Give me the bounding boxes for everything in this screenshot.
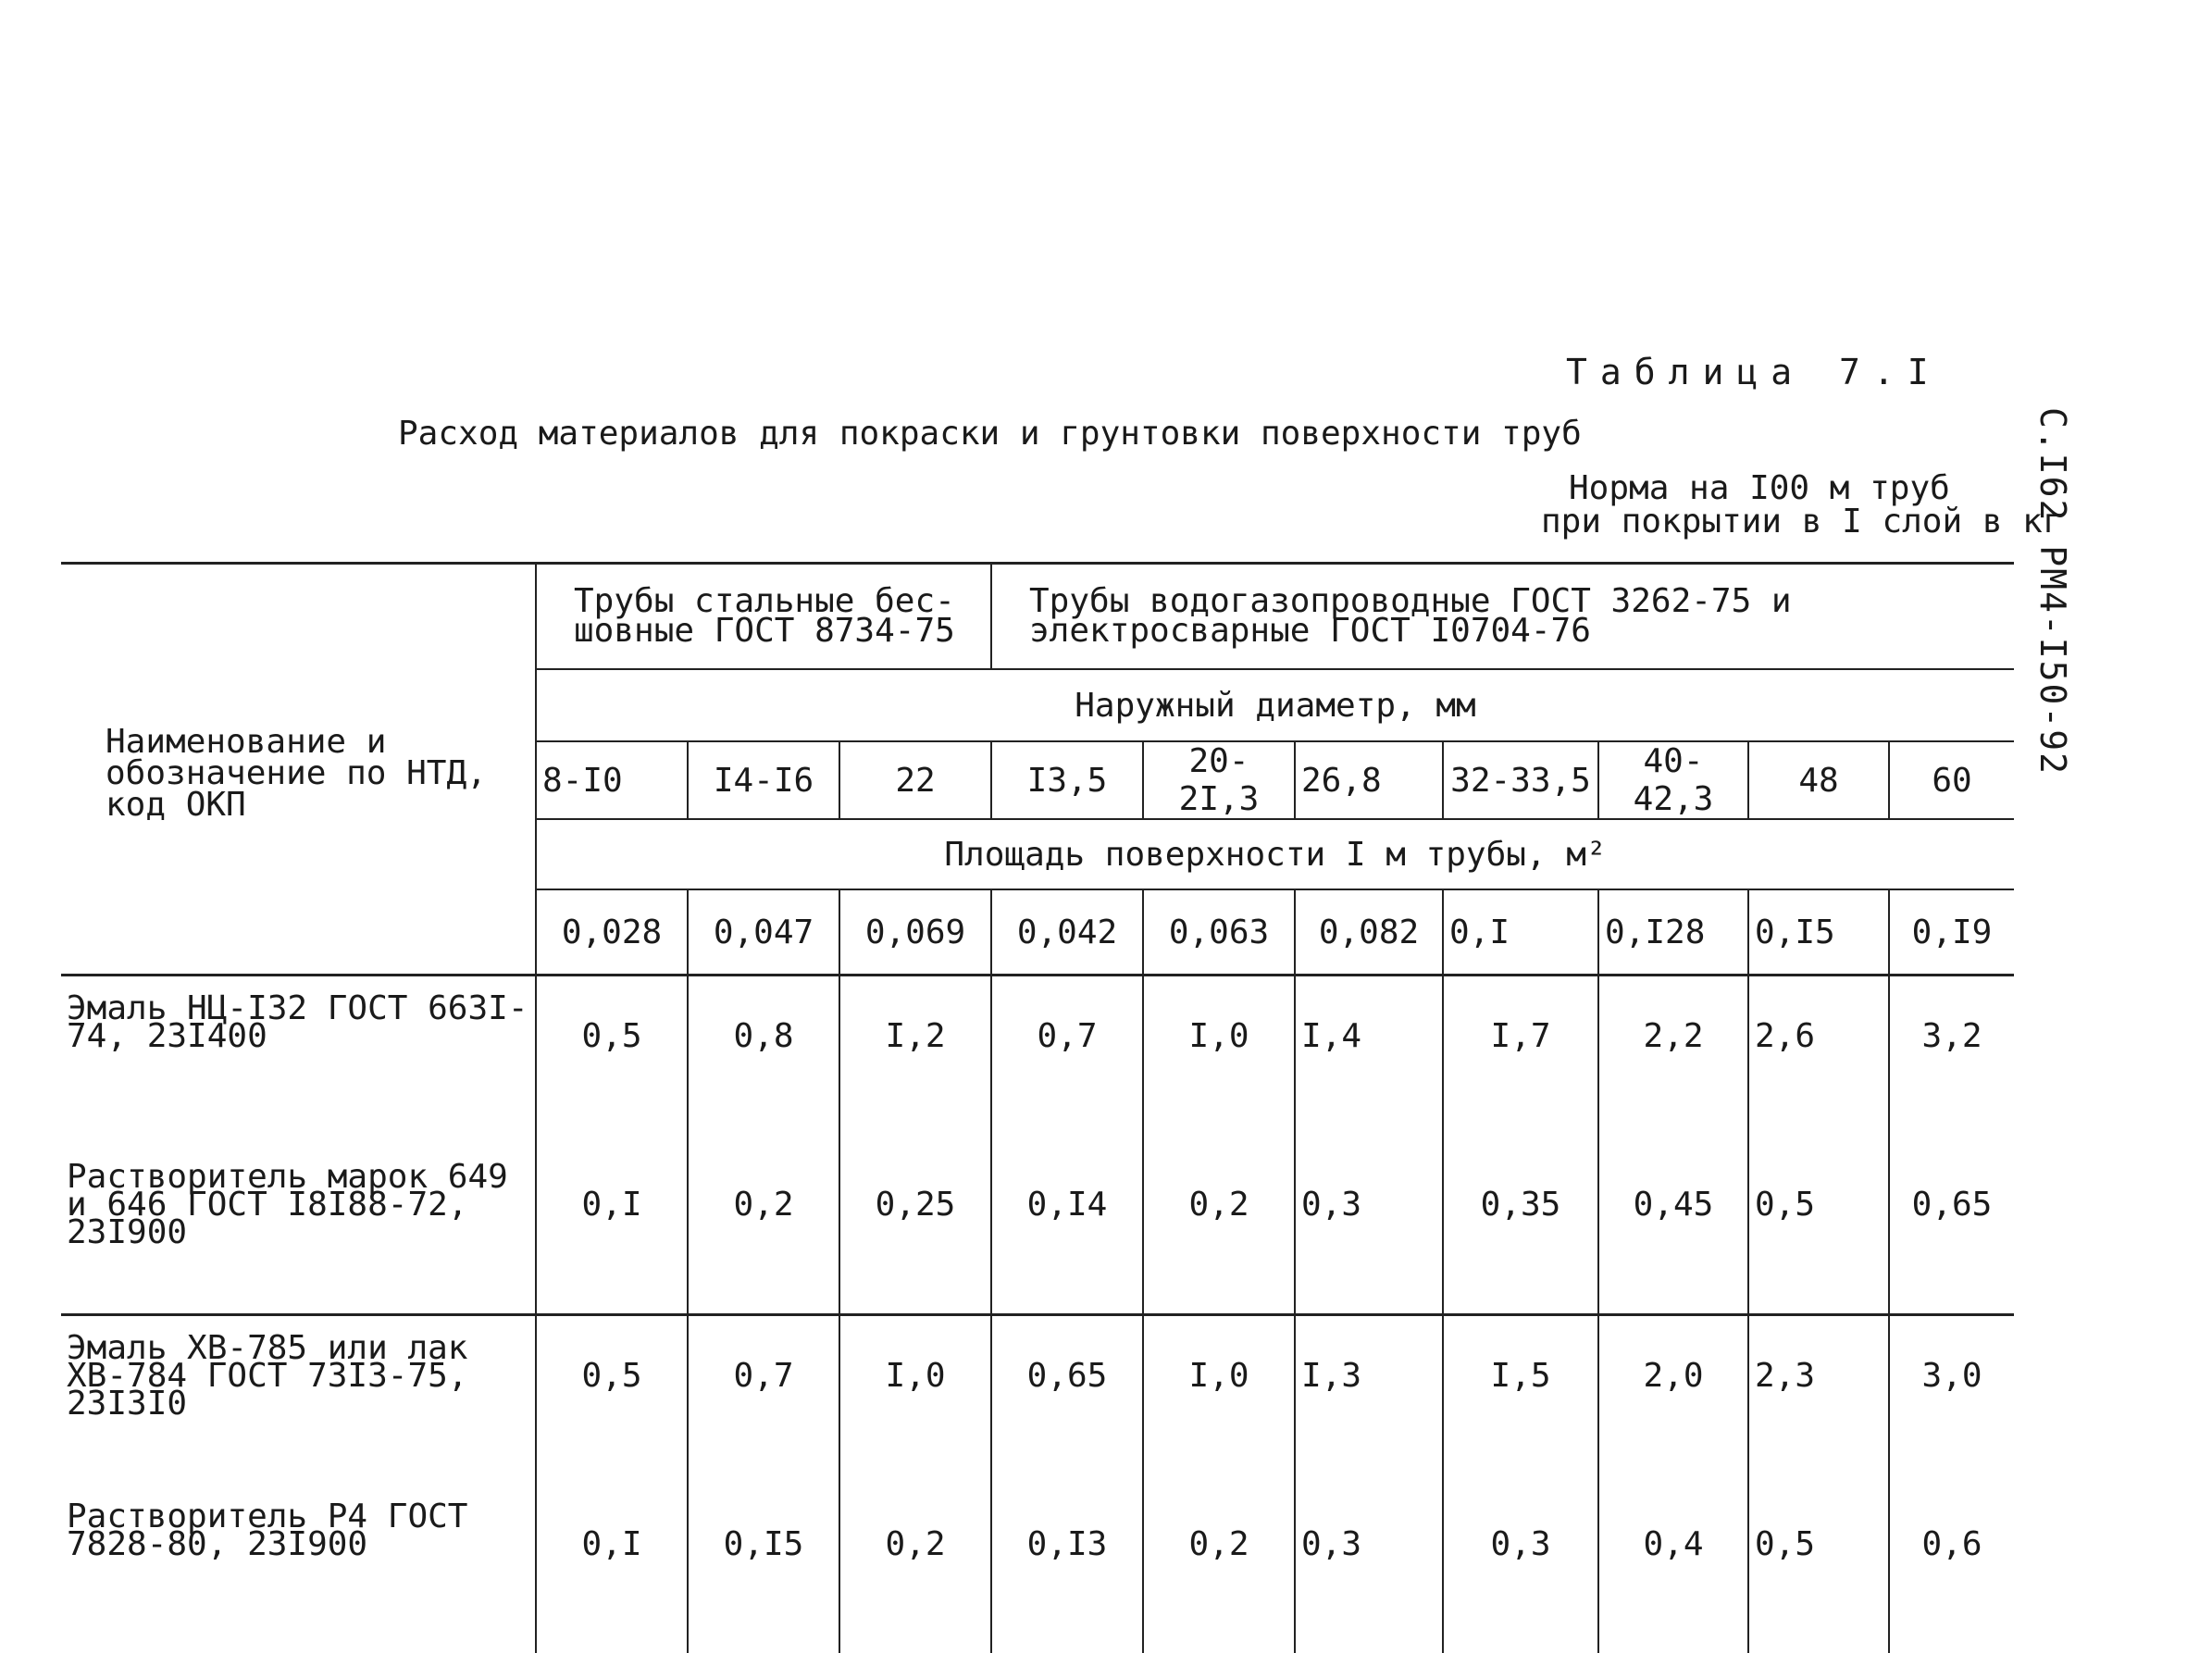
diameter-cell: 32-33,5 [1443,741,1598,819]
value-cell: 0,65 [1889,1145,2014,1315]
table-row [61,1485,2014,1653]
table-row [61,976,2014,1146]
value-cell: 0,I3 [991,1485,1143,1653]
side-document-code: С.I62 РМ4-I50-92 [2032,407,2073,777]
group-seamless-header: Трубы стальные бес-шовные ГОСТ 8734-75 [536,564,991,670]
value-cell: 0,2 [839,1485,991,1653]
area-cell: 0,042 [991,889,1143,976]
value-cell: 0,I5 [688,1485,839,1653]
diameter-cell: 22 [839,741,991,819]
value-cell: 0,5 [1748,1145,1889,1315]
area-cell: 0,047 [688,889,839,976]
area-cell: 0,I9 [1889,889,2014,976]
value-cell: 0,65 [991,1315,1143,1485]
value-cell: 2,3 [1748,1315,1889,1485]
value-cell: 0,5 [536,1315,688,1485]
diameter-cell: 26,8 [1295,741,1443,819]
diameter-cell: 60 [1889,741,2014,819]
value-cell: 3,2 [1889,976,2014,1146]
value-cell: 2,6 [1748,976,1889,1146]
value-cell: 2,0 [1598,1315,1748,1485]
table-row [61,1315,2014,1485]
value-cell: 0,3 [1295,1145,1443,1315]
value-cell: 0,3 [1443,1485,1598,1653]
document-title: Расход материалов для покраски и грунтовки поверхности труб [398,415,1582,453]
table-row [61,1145,2014,1315]
area-cell: 0,028 [536,889,688,976]
diameter-cell: 20-2I,3 [1143,741,1295,819]
value-cell: 0,5 [1748,1485,1889,1653]
value-cell: 0,6 [1889,1485,2014,1653]
value-cell: 0,7 [991,976,1143,1146]
area-cell: 0,I5 [1748,889,1889,976]
value-cell: 0,8 [688,976,839,1146]
area-cell: 0,I28 [1598,889,1748,976]
material-name: Эмаль НЦ-I32 ГОСТ 663I-74, 23I400 [67,989,528,1055]
norm-note [1541,469,2063,541]
group-water-gas-header: Трубы водогазопроводные ГОСТ 3262-75 и электросварные ГОСТ I0704-76 [991,564,2014,670]
area-cell: 0,063 [1143,889,1295,976]
table-label: Таблица 7.I [1566,352,1942,392]
value-cell: 0,2 [1143,1145,1295,1315]
materials-table [61,562,2014,1653]
value-cell: 0,I [536,1145,688,1315]
area-cell: 0,082 [1295,889,1443,976]
value-cell: 0,2 [1143,1485,1295,1653]
value-cell: I,0 [839,1315,991,1485]
value-cell: 3,0 [1889,1315,2014,1485]
value-cell: 0,25 [839,1145,991,1315]
diameter-cell: 40-42,3 [1598,741,1748,819]
value-cell: I,4 [1295,976,1443,1146]
name-column-header: Наименование и обозначение по НТД, код ОКП [61,564,536,976]
area-cell: 0,I [1443,889,1598,976]
norm-line-2: при покрытии в I слой в кг [1541,503,2063,541]
diameter-cell: 8-I0 [536,741,688,819]
norm-line-1: Норма на I00 м труб [1569,469,1950,507]
value-cell: 0,7 [688,1315,839,1485]
value-cell: I,0 [1143,1315,1295,1485]
value-cell: 0,2 [688,1145,839,1315]
value-cell: I,0 [1143,976,1295,1146]
value-cell: I,7 [1443,976,1598,1146]
value-cell: 0,4 [1598,1485,1748,1653]
value-cell: 0,35 [1443,1145,1598,1315]
area-header: Площадь поверхности I м трубы, м² [536,819,2014,889]
value-cell: I,5 [1443,1315,1598,1485]
material-name: Эмаль ХВ-785 или лак ХВ-784 ГОСТ 73I3-75, 23I3I0 [67,1329,468,1423]
material-name: Растворитель марок 649 и 646 ГОСТ I8I88-72, 23I900 [61,1145,536,1315]
value-cell: 0,I [536,1485,688,1653]
area-cell: 0,069 [839,889,991,976]
diameter-header: Наружный диаметр, мм [536,669,2014,741]
diameter-cell: I3,5 [991,741,1143,819]
material-name: Растворитель Р4 ГОСТ 7828-80, 23I900 [67,1498,468,1563]
value-cell: I,3 [1295,1315,1443,1485]
value-cell: 0,45 [1598,1145,1748,1315]
diameter-cell: 48 [1748,741,1889,819]
value-cell: 2,2 [1598,976,1748,1146]
value-cell: 0,I4 [991,1145,1143,1315]
value-cell: I,2 [839,976,991,1146]
value-cell: 0,5 [536,976,688,1146]
diameter-cell: I4-I6 [688,741,839,819]
value-cell: 0,3 [1295,1485,1443,1653]
